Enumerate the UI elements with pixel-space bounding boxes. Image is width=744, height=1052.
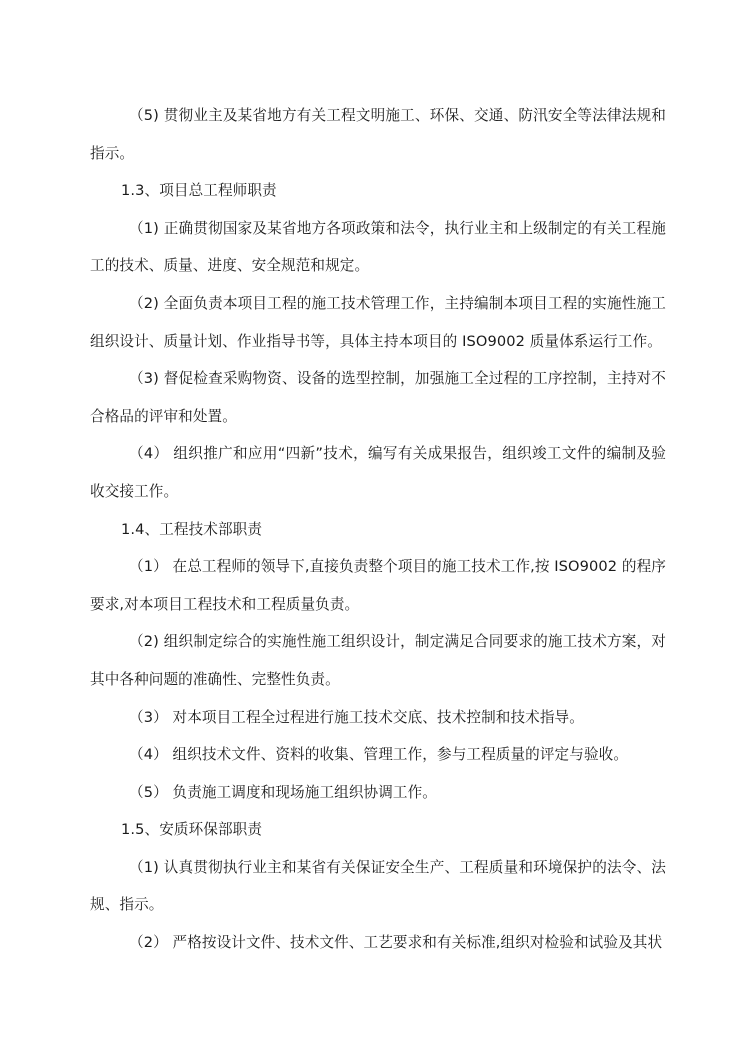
paragraph-item: （3) 督促检查采购物资、设备的选型控制，加强施工全过程的工序控制，主持对不合格品的评审和处置。 — [90, 370, 666, 425]
paragraph-item: （4） 组织技术文件、资料的收集、管理工作，参与工程质量的评定与验收。 — [129, 746, 629, 764]
paragraph-item: （4） 组织推广和应用“四新”技术，编写有关成果报告，组织竣工文件的编制及验收交接工作。 — [90, 445, 666, 500]
section-heading-1-4: 1.4、工程技术部职责 — [121, 520, 263, 538]
paragraph-item: （2） 严格按设计文件、技术文件、工艺要求和有关标准,组织对检验和试验及其状 — [129, 934, 663, 952]
paragraph-item: （1) 正确贯彻国家及某省地方各项政策和法令，执行业主和上级制定的有关工程施工的技术、质量、进度、安全规范和规定。 — [90, 219, 666, 275]
paragraph-item: （3） 对本项目工程全过程进行施工技术交底、技术控制和技术指导。 — [129, 708, 584, 726]
paragraph-item: （1） 在总工程师的领导下,直接负责整个项目的施工技术工作,按 ISO9002 的程序要求,对本项目工程技术和工程质量负责。 — [90, 558, 666, 613]
paragraph-item: （1) 认真贯彻执行业主和某省有关保证安全生产、工程质量和环境保护的法令、法规、指示。 — [90, 858, 666, 914]
document-body — [90, 97, 666, 962]
section-heading-1-3: 1.3、项目总工程师职责 — [121, 182, 277, 200]
paragraph-item: （2) 组织制定综合的实施性施工组织设计，制定满足合同要求的施工技术方案，对其中各种问题的准确性、完整性负责。 — [90, 633, 666, 688]
paragraph-item: （5） 负责施工调度和现场施工组织协调工作。 — [129, 783, 438, 801]
section-heading-1-5: 1.5、安质环保部职责 — [121, 821, 263, 839]
paragraph-item-5-compliance: （5) 贯彻业主及某省地方有关工程文明施工、环保、交通、防汛安全等法律法规和指示。 — [90, 107, 666, 162]
paragraph-item: （2) 全面负责本项目工程的施工技术管理工作，主持编制本项目工程的实施性施工组织设计、质量计划、作业指导书等，具体主持本项目的 ISO9002 质量体系运行工作。 — [90, 294, 666, 350]
